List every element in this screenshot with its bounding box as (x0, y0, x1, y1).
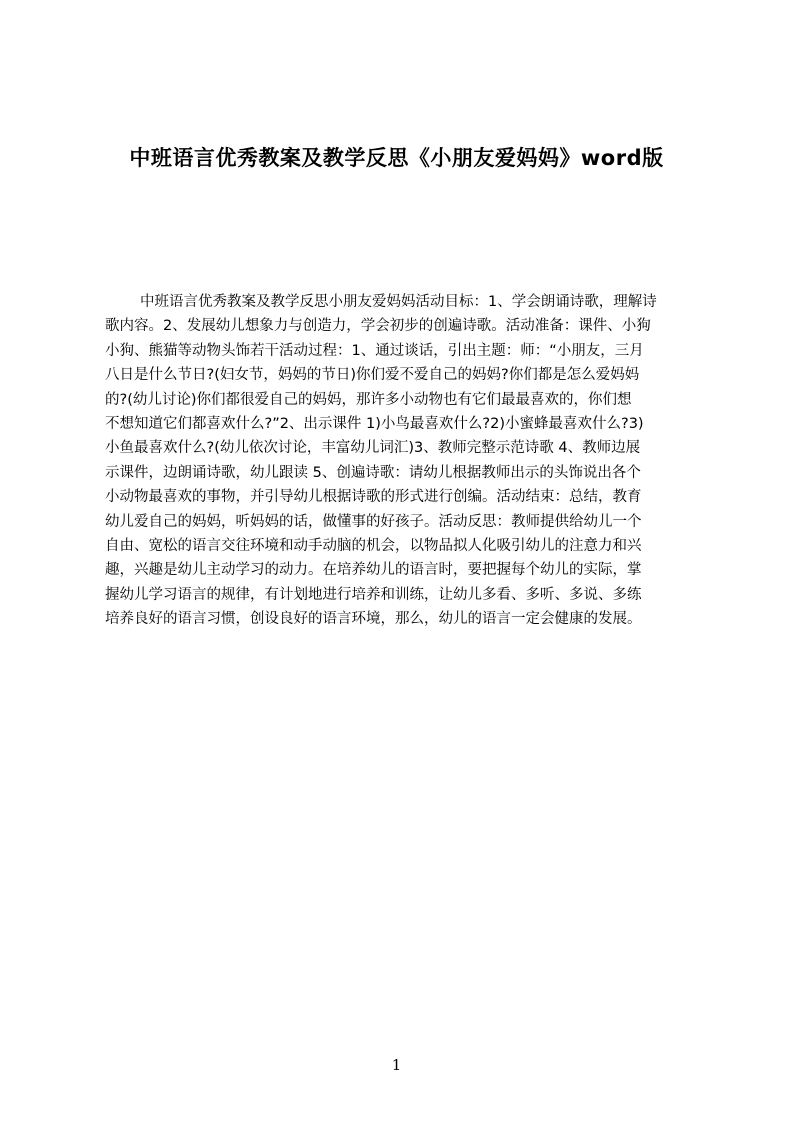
text-line: 的?(幼儿讨论)你们都很爱自己的妈妈，那许多小动物也有它们最最喜欢的，你们想 (105, 391, 632, 408)
document-title: 中班语言优秀教案及教学反思《小朋友爱妈妈》word版 (129, 146, 664, 170)
text-line: 小动物最喜欢的事物，并引导幼儿根据诗歌的形式进行创编。活动结束：总结，教育 (105, 489, 642, 506)
text-line: 自由、宽松的语言交往环境和动手动脑的机会，以物品拟人化吸引幼儿的注意力和兴 (105, 537, 642, 554)
text-line: 歌内容。2、发展幼儿想象力与创造力，学会初步的创遍诗歌。活动准备：课件、小狗 (105, 318, 651, 335)
text-line: 八日是什么节日?(妇女节，妈妈的节日)你们爱不爱自己的妈妈?你们都是怎么爱妈妈 (105, 367, 640, 384)
text-line: 不想知道它们都喜欢什么?”2、出示课件 1)小鸟最喜欢什么?2)小蜜蜂最喜欢什么?3) (105, 415, 644, 432)
text-line: 幼儿爱自己的妈妈，听妈妈的话，做懂事的好孩子。活动反思：教师提供给幼儿一个 (105, 513, 642, 530)
text-line: 中班语言优秀教案及教学反思小朋友爱妈妈活动目标：1、学会朗诵诗歌，理解诗 (140, 294, 657, 310)
text-line: 小鱼最喜欢什么?(幼儿依次讨论，丰富幼儿词汇)3、教师完整示范诗歌 4、教师边展 (105, 440, 641, 457)
text-line: 握幼儿学习语言的规律，有计划地进行培养和训练，让幼儿多看、多听、多说、多练 (105, 586, 642, 603)
text-line: 趣，兴趣是幼儿主动学习的动力。在培养幼儿的语言时，要把握每个幼儿的实际，掌 (105, 562, 642, 579)
page-number: 1 (391, 1056, 402, 1074)
text-line: 培养良好的语言习惯，创设良好的语言环境，那么，幼儿的语言一定会健康的发展。 (105, 611, 642, 628)
text-line: 示课件，边朗诵诗歌，幼儿跟读 5、创遍诗歌：请幼儿根据教师出示的头饰说出各个 (105, 464, 641, 481)
body-paragraph (105, 290, 697, 631)
text-line: 小狗、熊猫等动物头饰若干活动过程：1、通过谈话，引出主题：师：“小朋友，三月 (105, 342, 644, 359)
